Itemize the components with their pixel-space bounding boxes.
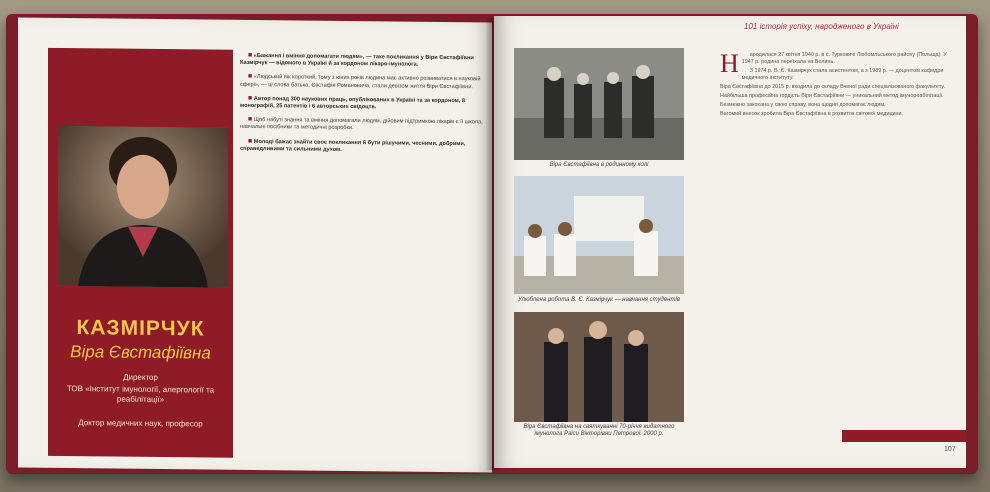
bio-paragraph: ■ «Бажання і вміння допомагати людям», — таке покликання у Віри Євстафіївни Казмірчук — відомого в Україні й за кордоном лікаря-імунолога. xyxy=(240,51,474,68)
running-head: 101 історія успіху, народженого в Україні xyxy=(744,22,899,31)
footer-bar xyxy=(842,430,966,442)
photo-caption: Віра Євстафіївна на святкуванні 70-річчя видатного імунолога Раїси Вікторівни Петрової. 2000 р. xyxy=(523,424,675,437)
article-paragraph: Найбільша професійна гордість Віри Євстафіївни — уникальний метод імунореабілітації. xyxy=(720,93,944,99)
page-number: 107 xyxy=(944,446,956,453)
left-page xyxy=(18,18,492,473)
bio-paragraph: ■ Автор понад 300 наукових праць, опублікованих в Україні та за кордоном, 8 монографій, 25 патентів і 6 авторських свідоцтв. xyxy=(240,94,466,111)
photo-caption: Віра Євстафіївна в родинному колі xyxy=(549,162,649,168)
article-paragraph: З 1974 р. В. Є. Казмірчук стала асистентом, а з 1989 р. — доцентом кафедри медичного інституту. xyxy=(741,68,944,81)
person-first-name: Віра Євстафіївна xyxy=(70,342,211,363)
bio-paragraph: ■ Молоді бажає знайти своє покликання й бути рішучими, чесними, добрими, справедливими та сильними духом. xyxy=(240,137,466,153)
teaching-photo xyxy=(514,176,684,294)
article-paragraph: Н ародилася 27 квітня 1940 р. в с. Турковичі Любомльського району (Польща). У 1947 р. родина переїхала на Волинь. xyxy=(712,52,952,66)
article-text xyxy=(712,49,952,120)
profile-panel xyxy=(48,48,233,458)
family-photo xyxy=(514,48,684,160)
biography-text xyxy=(240,52,484,162)
person-organization: ТОВ «Інститут імунології, алергології та реабілітації» xyxy=(66,384,215,405)
bio-paragraph: ■ «Людський вік короткий, тому з юних років людина має активно розвиватися в науковій сфері», — ці слова батька, Євстафія Романовича, стали девізом життя Віри Євстафіївни. xyxy=(240,73,481,90)
bio-paragraph: ■ Щоб набуті знання та вміння допомагали людям, дійовим підтримкою лікарів є її школа, навчальні посібники та методичні розробки. xyxy=(240,116,483,132)
right-page xyxy=(494,16,966,468)
article-paragraph: Безмежно закохана у свою справу, вона щодня допомагає людям. xyxy=(720,102,886,108)
article-paragraph: Віра Євстафіївна до 2015 р. входила до складу Вченої ради спеціалізованого факультету. xyxy=(720,84,946,90)
photo-caption: Улюблена робота В. Є. Казмірчук — навчання студентів xyxy=(518,297,680,303)
portrait-photo xyxy=(58,126,228,288)
drop-cap: Н xyxy=(720,49,739,78)
person-last-name: КАЗМІРЧУК xyxy=(76,316,205,341)
celebration-photo xyxy=(514,312,684,422)
person-position: Директор xyxy=(123,372,158,382)
article-paragraph: Вагомий внесок зробила Віра Євстафіївна в розвиток світової медицини. xyxy=(720,111,904,117)
person-degree: Доктор медичних наук, професор xyxy=(78,418,203,429)
